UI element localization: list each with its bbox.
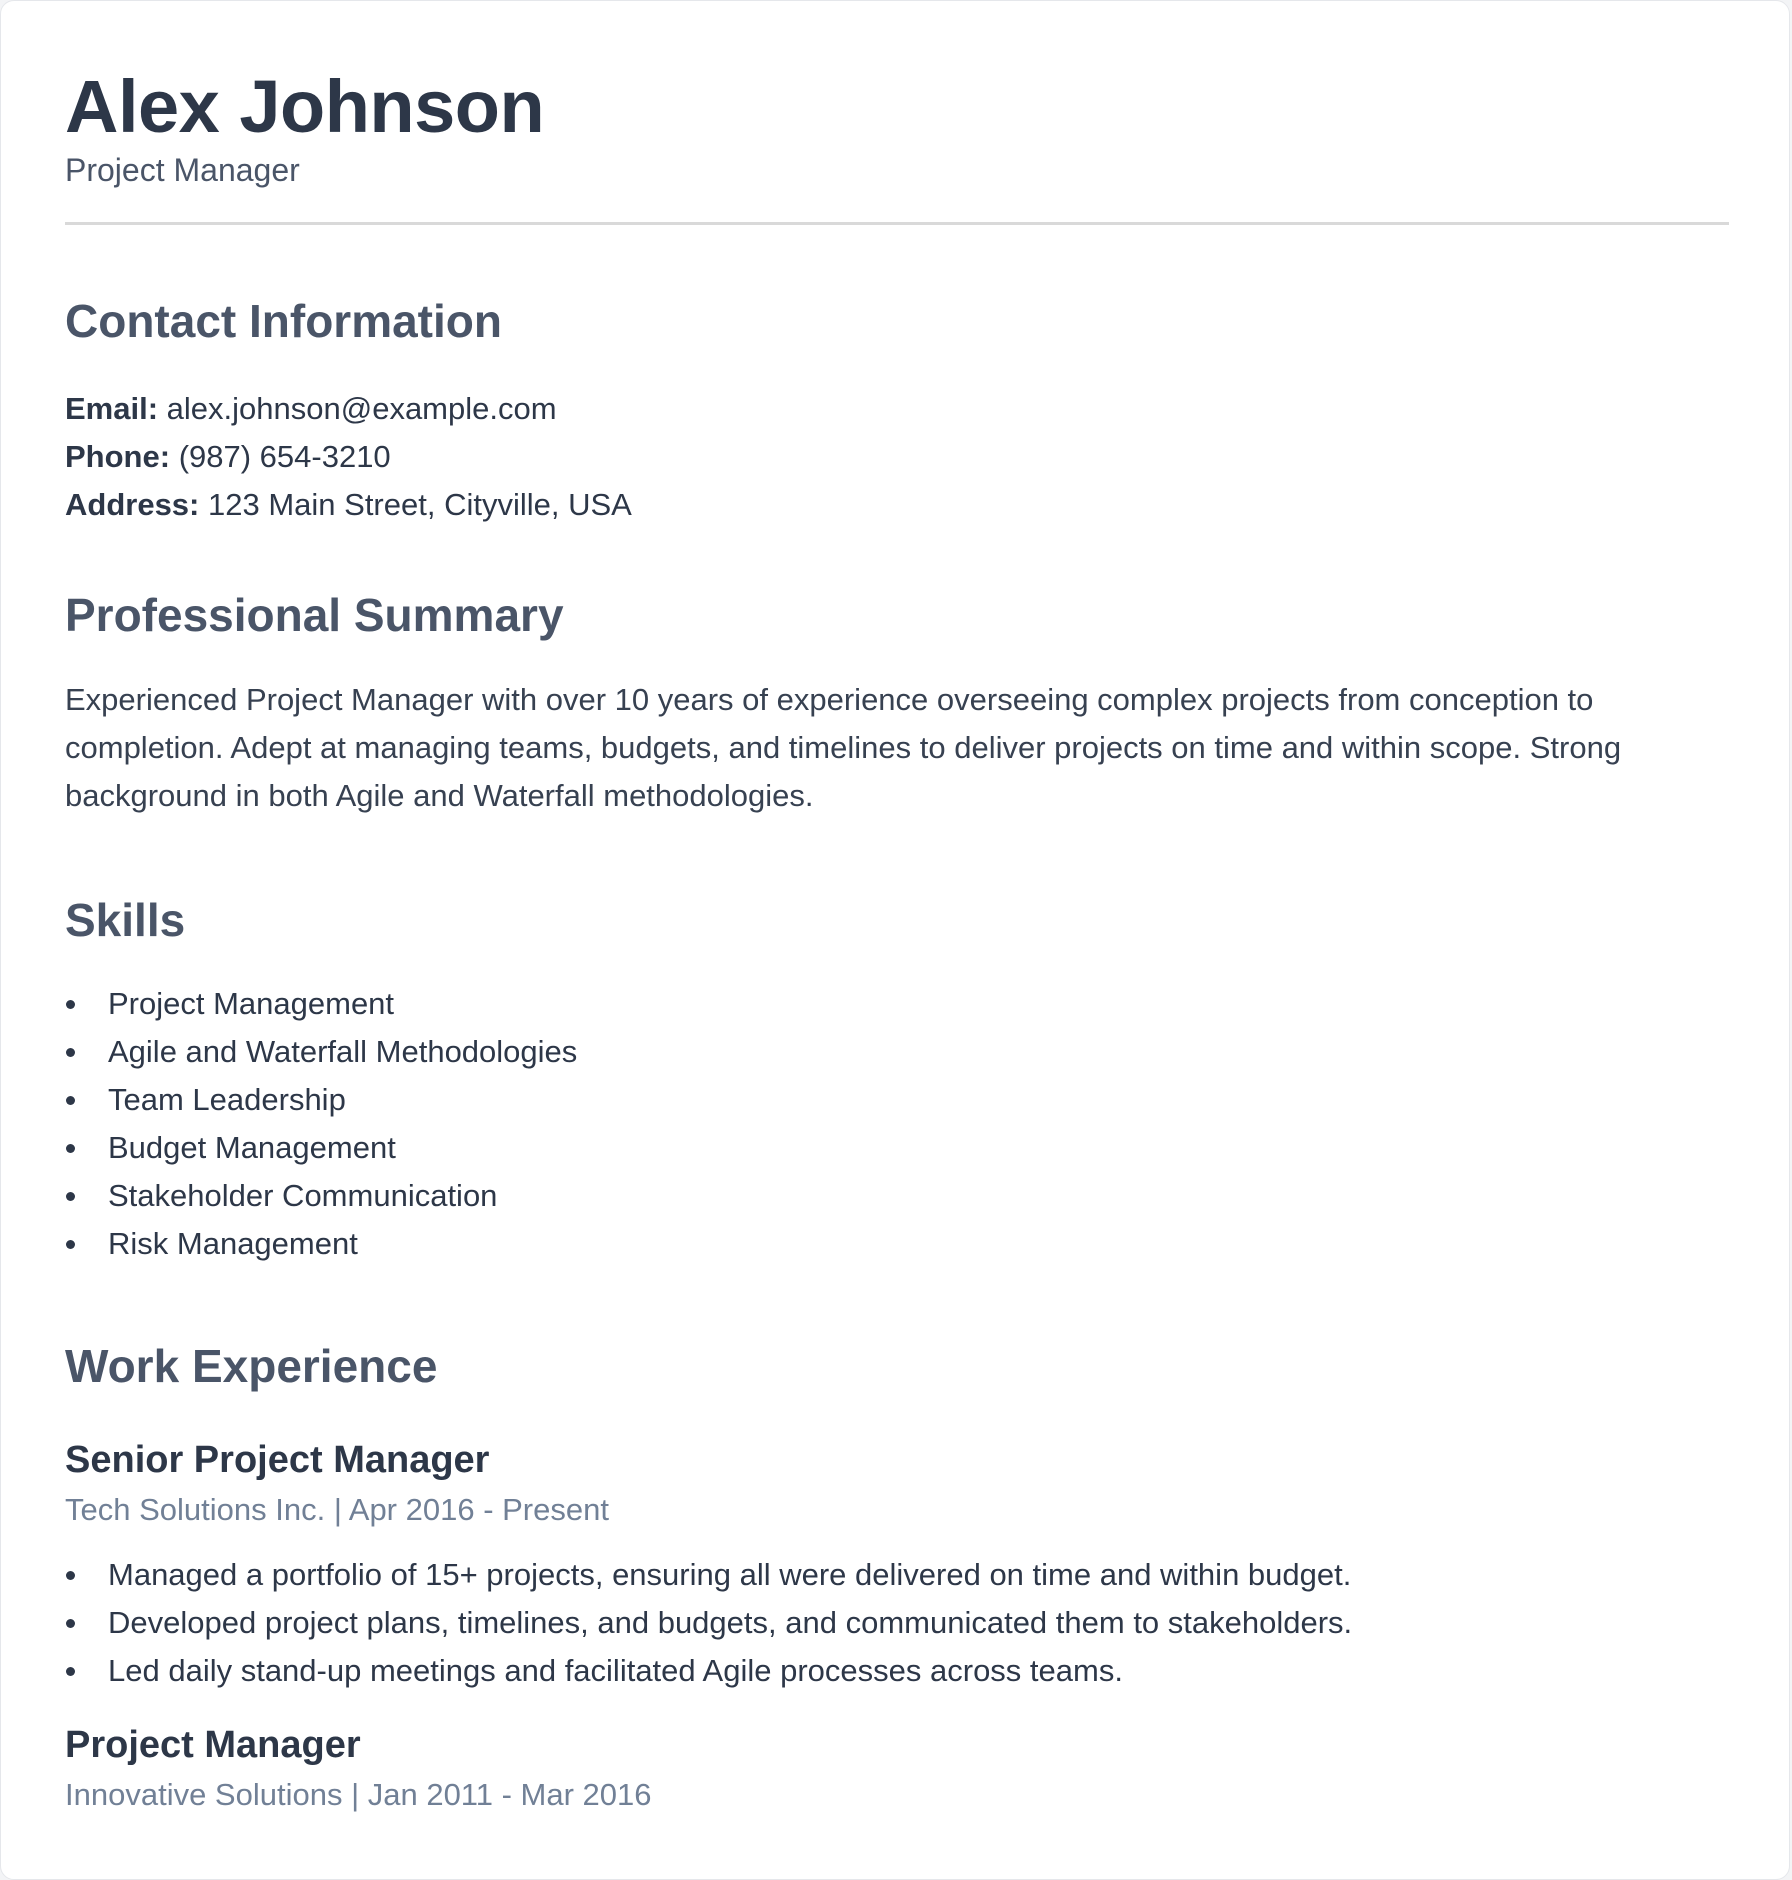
email-label: Email: — [65, 391, 159, 426]
job-bullet-text: Developed project plans, timelines, and budgets, and communicated them to stakeholders. — [108, 1605, 1353, 1640]
bullet-dot-icon — [66, 1000, 75, 1009]
bullet-dot-icon — [66, 1192, 75, 1201]
job-bullet-list — [65, 1551, 1725, 1695]
job-bullet — [65, 1551, 1725, 1599]
bullet-dot-icon — [66, 1144, 75, 1153]
skill-item — [65, 1076, 1725, 1124]
bullet-dot-icon — [66, 1240, 75, 1249]
skill-text: Project Management — [108, 986, 395, 1021]
contact-list — [65, 385, 1725, 529]
phone-value: (987) 654-3210 — [178, 439, 391, 474]
resume-title: Project Manager — [65, 152, 300, 188]
skills-heading: Skills — [65, 894, 186, 946]
contact-address-line — [65, 481, 1725, 529]
header-divider — [65, 222, 1729, 225]
skill-item — [65, 1220, 1725, 1268]
work-heading: Work Experience — [65, 1340, 438, 1392]
skill-text: Risk Management — [108, 1226, 358, 1261]
skill-item — [65, 1172, 1725, 1220]
skill-text: Stakeholder Communication — [108, 1178, 498, 1213]
job-bullet-text: Led daily stand-up meetings and facilitated Agile processes across teams. — [108, 1653, 1123, 1688]
skill-item — [65, 1028, 1725, 1076]
phone-label: Phone: — [65, 439, 171, 474]
address-label: Address: — [65, 487, 200, 522]
bullet-dot-icon — [66, 1096, 75, 1105]
job-bullet — [65, 1647, 1725, 1695]
bullet-dot-icon — [66, 1619, 75, 1628]
bullet-dot-icon — [66, 1667, 75, 1676]
contact-heading: Contact Information — [65, 295, 502, 347]
job-bullet — [65, 1599, 1725, 1647]
contact-email-line — [65, 385, 1725, 433]
skill-item — [65, 980, 1725, 1028]
skill-text: Team Leadership — [108, 1082, 346, 1117]
summary-heading: Professional Summary — [65, 589, 564, 641]
skills-list — [65, 980, 1725, 1268]
job-meta: Tech Solutions Inc. | Apr 2016 - Present — [65, 1492, 609, 1527]
address-value: 123 Main Street, Cityville, USA — [208, 487, 632, 522]
job-bullet-text: Managed a portfolio of 15+ projects, ensuring all were delivered on time and within budget. — [108, 1557, 1352, 1592]
job-title: Project Manager — [65, 1724, 361, 1766]
contact-phone-line — [65, 433, 1725, 481]
bullet-dot-icon — [66, 1571, 75, 1580]
job-meta: Innovative Solutions | Jan 2011 - Mar 2016 — [65, 1777, 652, 1812]
skill-text: Budget Management — [108, 1130, 396, 1165]
summary-text: Experienced Project Manager with over 10 years of experience overseeing complex projects from conception to completion. Adept at managing teams, budgets, and timelines to deliver projects on time and within scope. Strong background in both Agile and Waterfall methodologies. — [65, 682, 1622, 813]
resume-name: Alex Johnson — [65, 65, 545, 148]
skill-text: Agile and Waterfall Methodologies — [108, 1034, 578, 1069]
skill-item — [65, 1124, 1725, 1172]
job-title: Senior Project Manager — [65, 1439, 490, 1481]
email-value: alex.johnson@example.com — [166, 391, 557, 426]
bullet-dot-icon — [66, 1048, 75, 1057]
